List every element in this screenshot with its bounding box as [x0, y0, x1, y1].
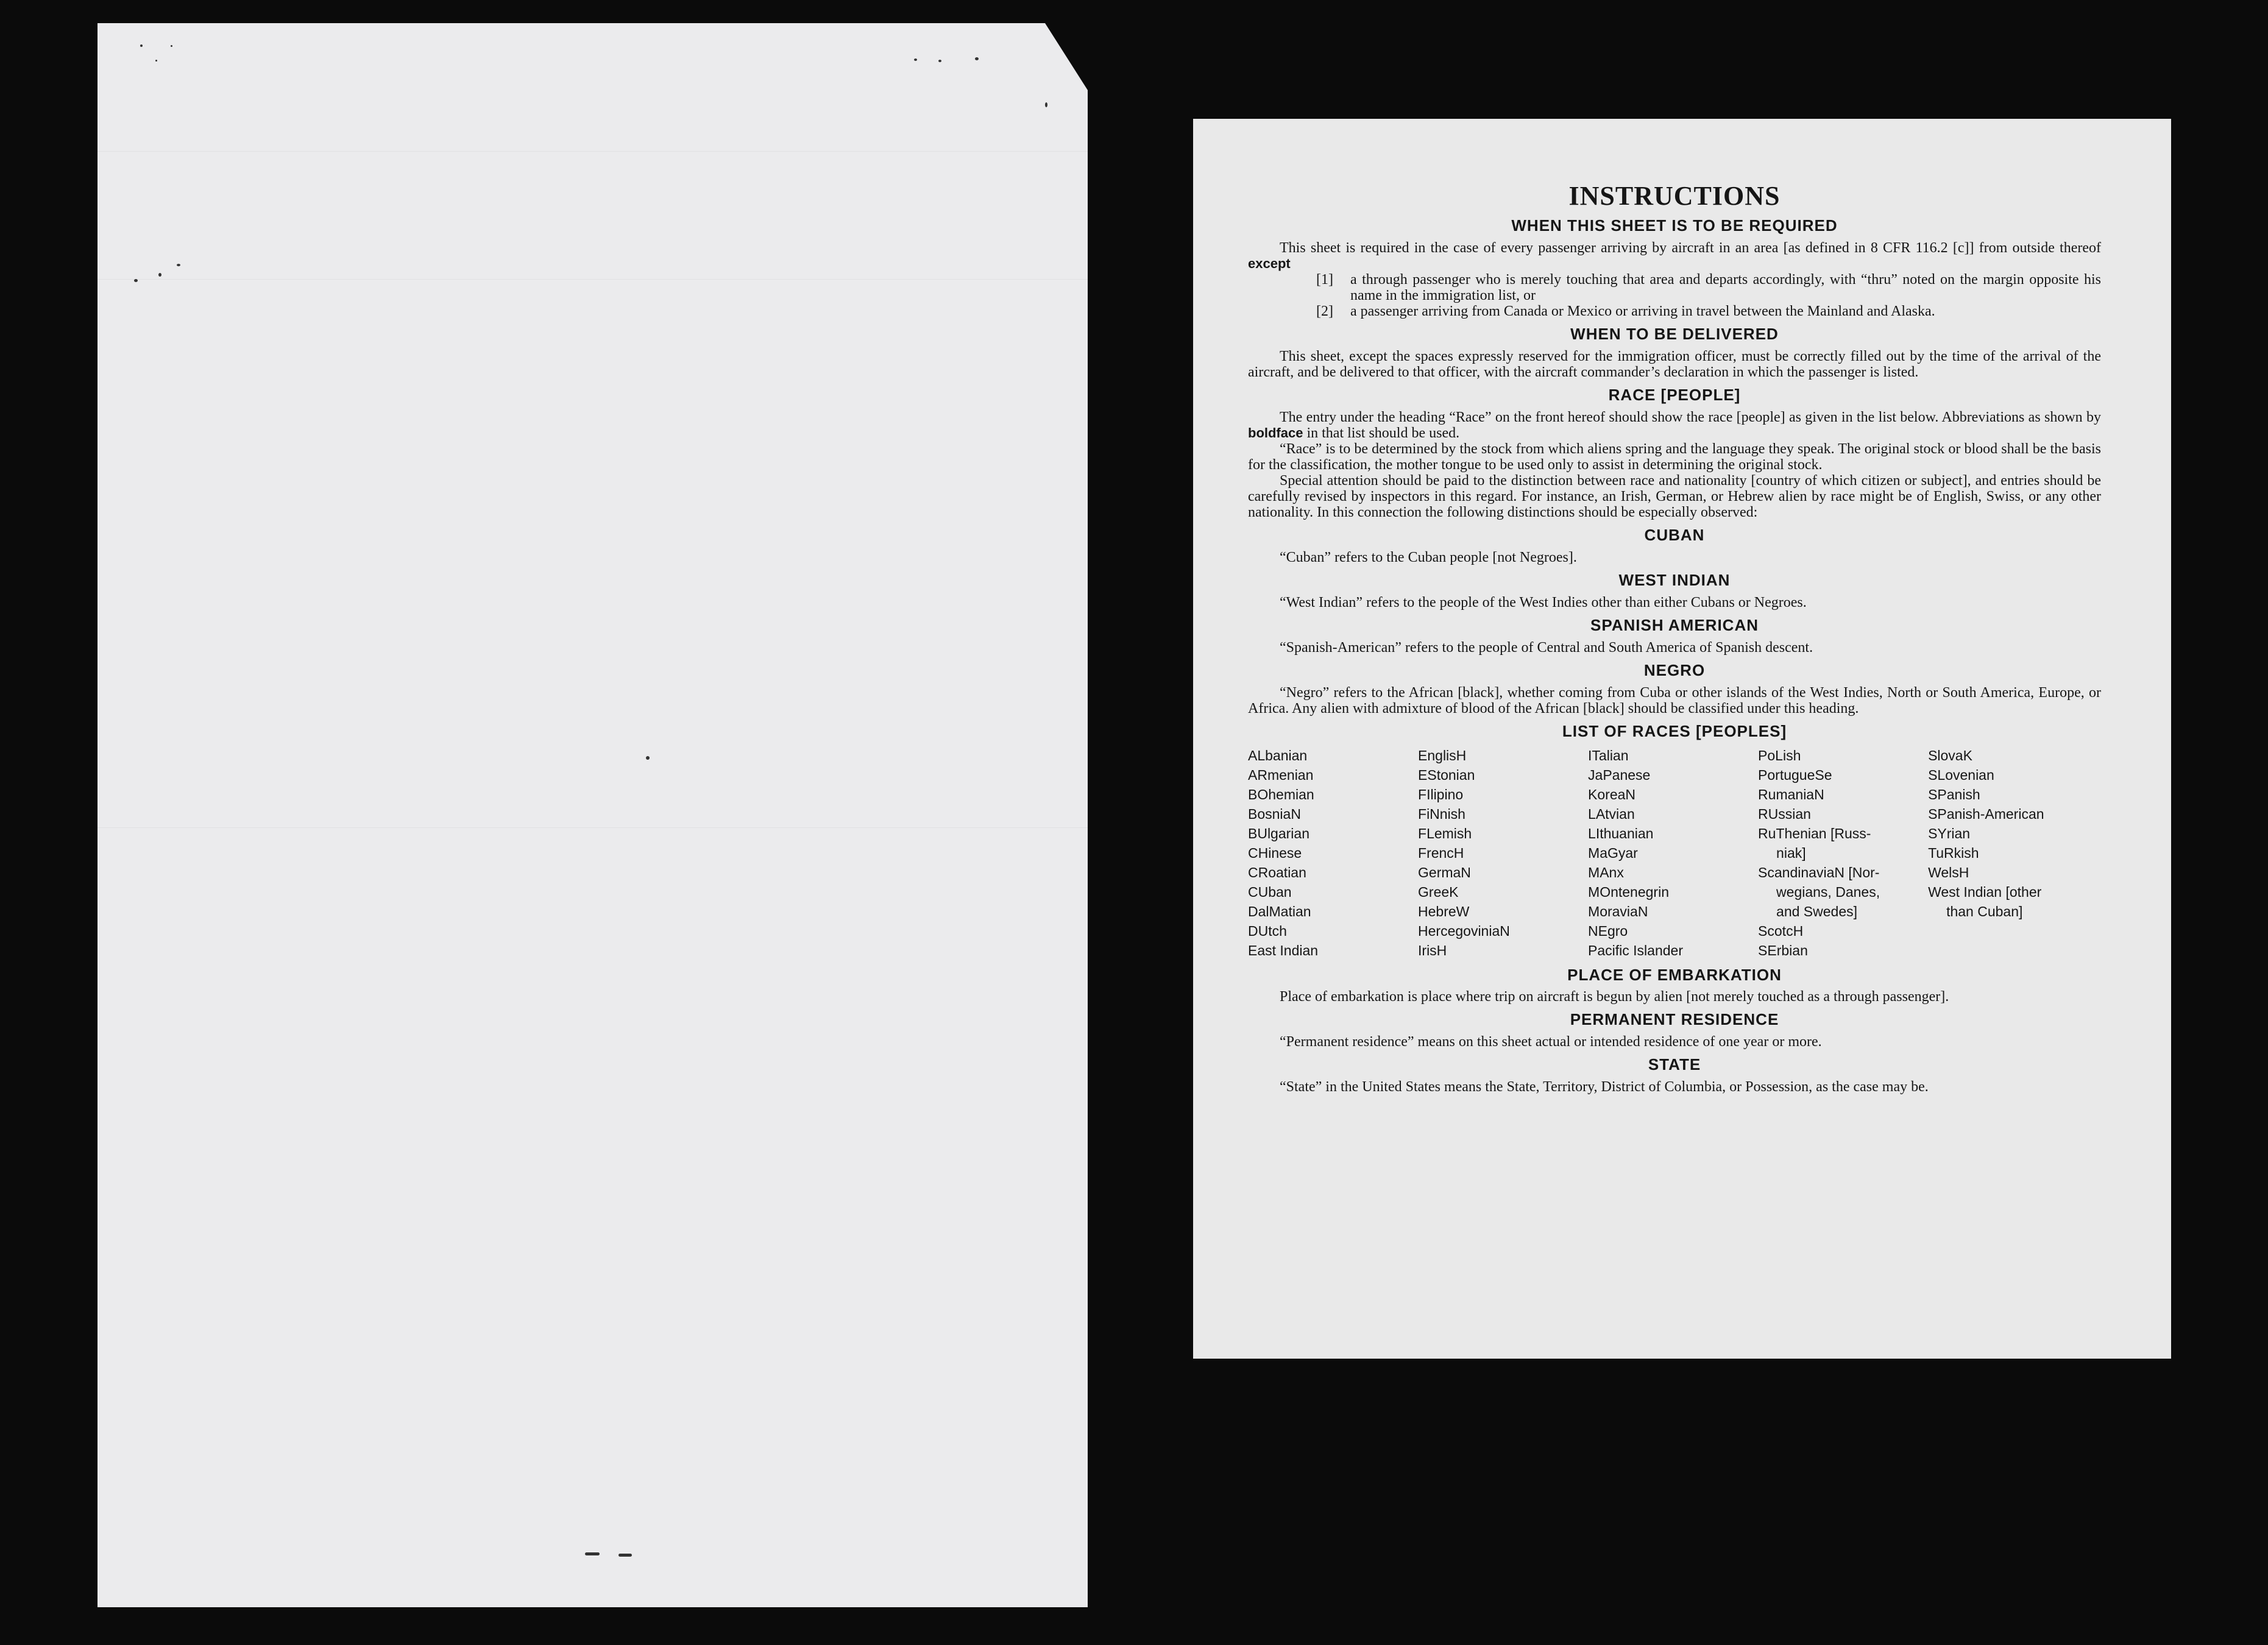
- race-entry: CUban: [1248, 883, 1292, 900]
- race-entry: SPanish: [1928, 786, 1980, 802]
- race-entry: PoLish: [1758, 747, 1801, 763]
- race-entry: LAtvian: [1588, 805, 1635, 822]
- race-entry: MoraviaN: [1588, 903, 1648, 919]
- race-entry: CRoatian: [1248, 864, 1306, 880]
- race-entry: GermaN: [1418, 864, 1471, 880]
- race-entry: JaPanese: [1588, 766, 1651, 783]
- speck: [914, 58, 917, 61]
- race-entry: HercegoviniaN: [1418, 922, 1510, 939]
- race-entry: GreeK: [1418, 883, 1459, 900]
- speck: [177, 264, 180, 266]
- heading-negro: NEGRO: [1643, 660, 1706, 679]
- faint-rule: [97, 279, 1088, 280]
- races-table: [1248, 746, 2101, 960]
- race-entry: NEgro: [1588, 922, 1628, 939]
- race-entry: than Cuban]: [1946, 903, 2023, 919]
- spanish-american-text: “Spanish-American” refers to the people of Central and South America of Spanish descent.: [1280, 639, 1813, 656]
- heading-embarkation: PLACE OF EMBARKATION: [1567, 965, 1782, 984]
- speck: [140, 44, 143, 47]
- race-paragraph-3: Special attention should be paid to the distinction between race and nationality [country of which citizen or subject], and entries should be carefully revised by inspectors in this regard. For instance, an Irish, German, or Hebrew alien by race might be of English, Swiss, or any other nationality. In this connection the following distinctions should be especially observed:: [1248, 473, 2101, 521]
- west-indian-text: “West Indian” refers to the people of the West Indies other than either Cubans or Negroes.: [1280, 594, 1807, 610]
- race-entry: BOhemian: [1248, 786, 1314, 802]
- race-entry: SLovenian: [1928, 766, 1994, 783]
- race-entry: HebreW: [1418, 903, 1470, 919]
- race-entry: SPanish-American: [1928, 805, 2044, 822]
- instructions-page: [1193, 119, 2171, 1359]
- negro-text: “Negro” refers to the African [black], whether coming from Cuba or other islands of the West Indies, North or South America, Europe, or Africa. Any alien with admixture of blood of the African [black] should be classified under this heading.: [1248, 684, 2101, 716]
- race-entry: ALbanian: [1248, 747, 1308, 763]
- race-entry: LIthuanian: [1588, 825, 1654, 841]
- race-entry: TuRkish: [1928, 844, 1979, 861]
- race-entry: RuThenian [Russ-: [1758, 825, 1871, 841]
- race-entry: FrencH: [1418, 844, 1464, 861]
- page-title: INSTRUCTIONS: [1568, 181, 1781, 211]
- race-entry: CHinese: [1248, 844, 1302, 861]
- speck: [618, 1554, 632, 1557]
- residence-text: “Permanent residence” means on this sheet actual or intended residence of one year or more.: [1280, 1034, 1822, 1050]
- heading-cuban: CUBAN: [1644, 526, 1705, 545]
- race-entry: BosniaN: [1248, 805, 1301, 822]
- race-entry: East Indian: [1248, 942, 1319, 958]
- races-column-2: [1418, 746, 1588, 960]
- race-entry: EStonian: [1418, 766, 1475, 783]
- race-entry: DUtch: [1248, 922, 1287, 939]
- heading-state: STATE: [1648, 1055, 1701, 1074]
- race-entry: IrisH: [1418, 942, 1447, 958]
- speck: [171, 45, 172, 47]
- race-entry: ScandinaviaN [Nor-: [1758, 864, 1880, 880]
- races-column-3: [1588, 746, 1758, 960]
- heading-delivered: WHEN TO BE DELIVERED: [1570, 325, 1779, 344]
- state-text: “State” in the United States means the State, Territory, District of Columbia, or Possession, as the case may be.: [1280, 1079, 1929, 1095]
- speck: [646, 756, 650, 760]
- race-entry: FLemish: [1418, 825, 1472, 841]
- races-column-1: [1248, 746, 1418, 960]
- embarkation-text: Place of embarkation is place where trip on aircraft is begun by alien [not merely touched as a through passenger].: [1280, 989, 1949, 1005]
- race-entry: ITalian: [1588, 747, 1629, 763]
- heading-required: WHEN THIS SHEET IS TO BE REQUIRED: [1511, 216, 1838, 235]
- race-entry: ScotcH: [1758, 922, 1804, 939]
- heading-race: RACE [PEOPLE]: [1608, 386, 1741, 405]
- blank-manifest-page: [97, 23, 1088, 1607]
- speck: [585, 1552, 600, 1555]
- speck: [134, 279, 138, 282]
- speck: [158, 273, 161, 277]
- speck: [155, 60, 157, 62]
- race-entry: SErbian: [1758, 942, 1808, 958]
- race-entry: RUssian: [1758, 805, 1811, 822]
- race-entry: WelsH: [1928, 864, 1969, 880]
- race-paragraph-2: “Race” is to be determined by the stock from which aliens spring and the language they speak. The original stock or blood shall be the basis for the classification, the mother tongue to be used only to assist in determining the original stock.: [1248, 441, 2101, 473]
- heading-spanish-american: SPANISH AMERICAN: [1590, 615, 1759, 634]
- speck: [938, 60, 941, 62]
- instructions-content: [1248, 182, 2101, 1095]
- heading-races-list: LIST OF RACES [PEOPLES]: [1562, 721, 1787, 740]
- speck: [1045, 102, 1047, 107]
- race-entry: MOntenegrin: [1588, 883, 1669, 900]
- heading-residence: PERMANENT RESIDENCE: [1570, 1010, 1779, 1029]
- race-entry: BUlgarian: [1248, 825, 1309, 841]
- cuban-text: “Cuban” refers to the Cuban people [not Negroes].: [1280, 549, 1577, 565]
- race-entry: FiNnish: [1418, 805, 1465, 822]
- race-entry: niak]: [1776, 844, 1806, 861]
- faint-rule: [97, 151, 1088, 152]
- race-entry: DalMatian: [1248, 903, 1311, 919]
- required-item-1: [1] a through passenger who is merely touching that area and departs accordingly, with “thru” noted on the margin opposite his name in the immigration list, or: [1316, 272, 2101, 304]
- race-entry: wegians, Danes,: [1776, 883, 1880, 900]
- required-item-2: [2] a passenger arriving from Canada or Mexico or arriving in travel between the Mainland and Alaska.: [1316, 303, 1935, 320]
- race-entry: MAnx: [1588, 864, 1624, 880]
- races-column-5: [1928, 746, 2101, 960]
- delivered-text: This sheet, except the spaces expressly reserved for the immigration officer, must be correctly filled out by the time of the arrival of the aircraft, and be delivered to that officer, with the aircraft commander’s declaration in which the passenger is listed.: [1248, 348, 2101, 381]
- race-entry: West Indian [other: [1928, 883, 2042, 900]
- race-entry: and Swedes]: [1776, 903, 1858, 919]
- required-intro: This sheet is required in the case of every passenger arriving by aircraft in an area [as defined in 8 CFR 116.2 [c]] from outside thereof except: [1248, 240, 2101, 272]
- race-entry: PortugueSe: [1758, 766, 1832, 783]
- race-entry: MaGyar: [1588, 844, 1638, 861]
- race-entry: SlovaK: [1928, 747, 1972, 763]
- heading-west-indian: WEST INDIAN: [1618, 570, 1731, 589]
- race-entry: SYrian: [1928, 825, 1971, 841]
- race-entry: KoreaN: [1588, 786, 1636, 802]
- race-paragraph-1: The entry under the heading “Race” on the front hereof should show the race [people] as given in the list below. Abbreviations as shown by boldface in that list should be used.: [1248, 409, 2101, 442]
- race-entry: FIlipino: [1418, 786, 1464, 802]
- speck: [975, 57, 979, 60]
- races-column-4: [1758, 746, 1928, 960]
- race-entry: RumaniaN: [1758, 786, 1824, 802]
- race-entry: Pacific Islander: [1588, 942, 1683, 958]
- race-entry: EnglisH: [1418, 747, 1467, 763]
- faint-rule: [97, 827, 1088, 828]
- race-entry: ARmenian: [1248, 766, 1314, 783]
